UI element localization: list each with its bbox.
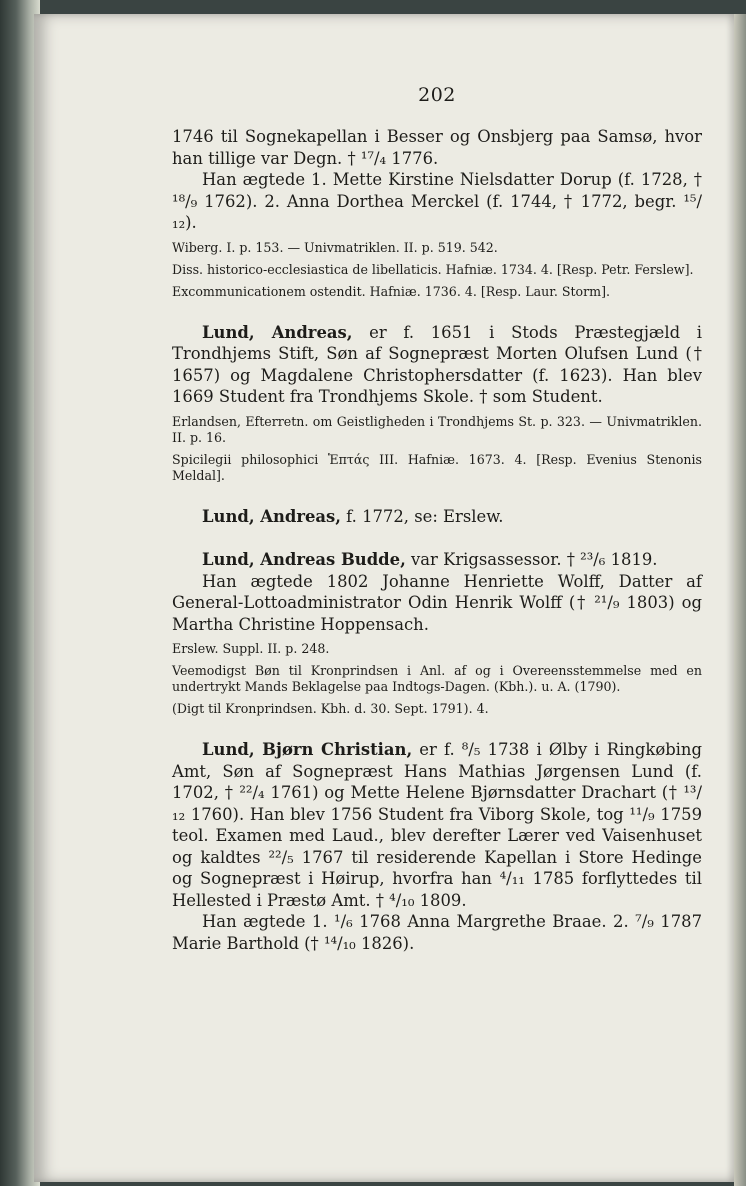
entry-reference: Erlandsen, Efterretn. om Geistligheden i Trondhjems St. p. 323. — Univmatriklen. II. p. 16. [172,413,702,445]
intro-line-1: 1746 til Sognekapellan i Besser og Onsbjerg paa Samsø, hvor han tillige var Degn. † ¹⁷/₄ 1776. [172,127,702,168]
entry-text: f. 1772, se: Erslew. [346,506,504,526]
entry-work-2: (Digt til Kronprindsen. Kbh. d. 30. Sept. 1791). 4. [172,701,489,716]
intro-work-1: Diss. historico-ecclesiastica de libellaticis. Hafniæ. 1734. 4. [Resp. Petr. Ferslew]. [172,261,694,277]
entry-text: var Krigsassessor. † ²³/₆ 1819. [411,550,658,569]
entry-work-1: Veemodigst Bøn til Kronprindsen i Anl. af og i Overeensstemmelse med en undertrykt Mands Beklagelse paa Indtogs-Dagen. (Kbh.). u. A. (1790). [172,663,702,694]
entry-body [172,739,702,911]
page-edge [734,14,746,1186]
intro-work-2: Excommunicationem ostendit. Hafniæ. 1736. 4. [Resp. Laur. Storm]. [172,283,610,299]
page-content [172,84,702,954]
entry-marriage: Han ægtede 1. ¹/₆ 1768 Anna Margrethe Braae. 2. ⁷/₉ 1787 Marie Barthold († ¹⁴/₁₀ 1826). [172,912,702,953]
entry-body [172,506,702,528]
intro-reference: Wiberg. I. p. 153. — Univmatriklen. II. p. 519. 542. [172,239,498,255]
intro-line-2: Han ægtede 1. Mette Kirstine Nielsdatter Dorup (f. 1728, † ¹⁸/₉ 1762). 2. Anna Dorthea Merckel (f. 1744, † 1772, begr. ¹⁵/₁₂). [172,170,702,232]
entry-text: er f. 1651 i Stods Præstegjæld i Trondhjems Stift, Søn af Sognepræst Morten Olufsen Lund († 1657) og Magdalene Christophersdatter (f. 1623). Han blev 1669 Student fra Trondhjems Skole. † som Student. [172,322,702,406]
entry-lund-bjorn-christian [172,739,702,954]
entry-body [172,549,702,571]
entry-reference: Erslew. Suppl. II. p. 248. [172,641,330,656]
entry-lund-andreas-1772 [172,506,702,528]
entry-work: Spicilegii philosophici Ἑπτάς III. Hafniæ. 1673. 4. [Resp. Evenius Stenonis Meldal]. [172,451,702,483]
entry-name: Lund, Andreas Budde, [202,550,406,569]
entry-lund-andreas-budde [172,549,702,717]
entry-name: Lund, Bjørn Christian, [202,740,413,759]
entry-text: er f. ⁸/₅ 1738 i Ølby i Ringkøbing Amt, Søn af Sognepræst Hans Mathias Jørgensen Lund (f. 1702, † ²²/₄ 1761) og Mette Helene Bjørnsdatter Drachart († ¹³/₁₂ 1760). Han blev 1756 Student fra Viborg Skole, tog ¹¹/₉ 1759 teol. Examen med Laud., blev derefter Lærer ved Vaisenhuset og kaldtes ²²/₅ 1767 til residerende Kapellan i Store Hedinge og Sognepræst i Høirup, hvorfra han ⁴/₁₁ 1785 forflyttedes til Hellested i Præstø Amt. † ⁴/₁₀ 1809. [172,740,702,910]
entry-lund-andreas-1651 [172,322,702,484]
entry-marriage: Han ægtede 1802 Johanne Henriette Wolff, Datter af General-Lottoadministrator Odin Henrik Wolff († ²¹/₉ 1803) og Martha Christine Hoppensach. [172,571,702,634]
page-number: 202 [418,84,456,106]
entry-name: Lund, Andreas, [202,322,353,342]
entry-name: Lund, Andreas, [202,506,341,526]
entry-body [172,322,702,408]
